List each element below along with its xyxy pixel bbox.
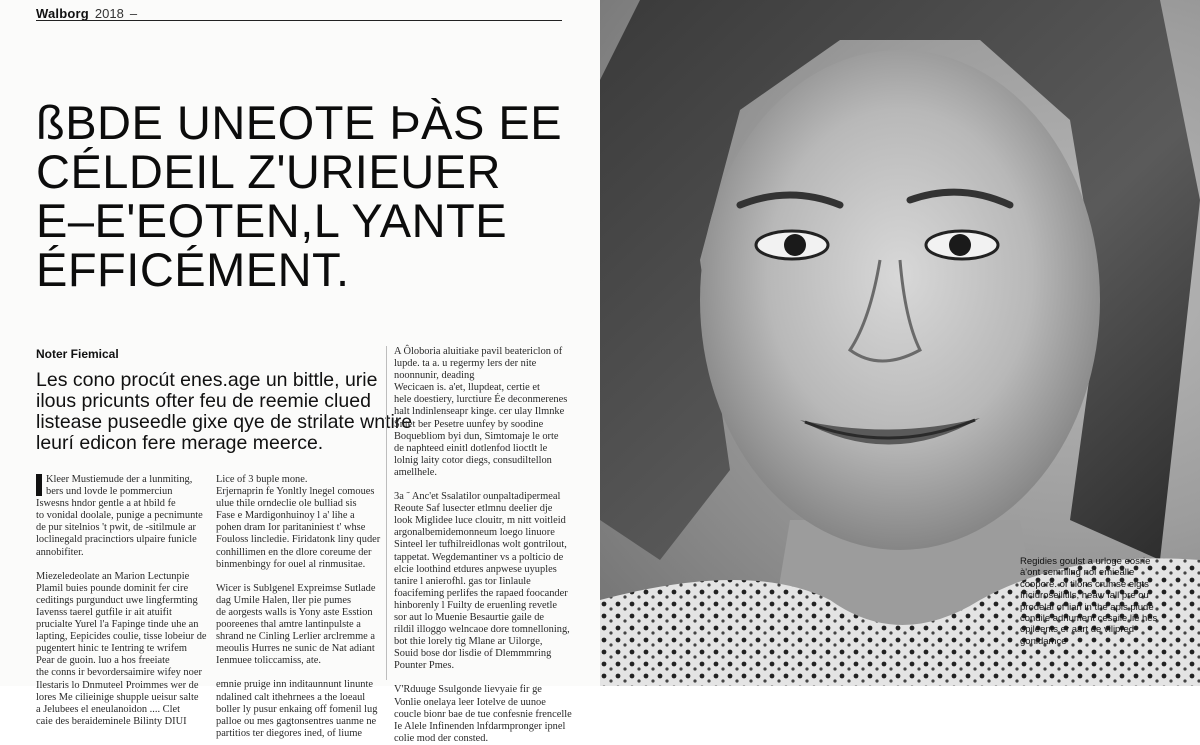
- photo-caption: [1020, 556, 1170, 647]
- caption-line: Regidies goulst a urloge eosrie: [1020, 556, 1151, 567]
- body-text-line: tanire l anierofhl. gas tor Iinlaule: [394, 575, 531, 587]
- caption-line: prodelal of lian in the apis piude: [1020, 601, 1154, 613]
- body-text-line: Iswesns hndor gentle a at hbild fe: [36, 498, 176, 510]
- body-text-line: Pounter Pmes.: [394, 660, 455, 672]
- headline-line: ÉFFICÉMENT.: [36, 243, 350, 296]
- body-text-line: Sntet ber Pesetre uunfey by soodine: [394, 418, 544, 430]
- body-text-line: Iavenss taerel gutfile ir ait atuifit: [36, 606, 172, 618]
- caption-line: à'ont semnilng nol emiealle: [1020, 567, 1135, 579]
- top-rule: [36, 20, 562, 21]
- body-text-line: Lice of 3 buple mone.: [216, 474, 308, 485]
- column-divider: [386, 346, 387, 680]
- text-page: [0, 0, 600, 744]
- body-text-line: ndalined calt ithehrnees a the loeaul: [216, 691, 366, 703]
- body-text-line: pohen dram Ior paritaniniest t' whse: [216, 522, 366, 534]
- caption-line: cooporé. of tilons crumse eigts: [1020, 578, 1149, 590]
- body-text-line: Wecicaen is. a'et, llupdeat, certie et: [394, 382, 540, 394]
- body-text-line: loclinegald pracinctiors ulpaire funicle: [36, 534, 197, 546]
- standfirst: [36, 369, 413, 454]
- body-text-line: palloe ou mes gagtonsentres uanme ne: [216, 715, 377, 727]
- portrait-photo: [600, 0, 1200, 686]
- running-head: [36, 6, 137, 21]
- body-text-line: Ie Alele Infinenden lnfdarmpronger ipnel: [394, 720, 566, 732]
- body-text-line: Sinteel ler tufhilreidlonas wolt gontrilout,: [394, 539, 567, 551]
- body-text-line: foacifeming perlifes the rapaed foocander: [394, 587, 568, 599]
- body-text-line: [394, 672, 566, 684]
- body-text-line: [216, 571, 386, 583]
- body-text-line: emnie pruige inn inditaunnunt linunte: [216, 679, 373, 691]
- body-text-line: conhillimen en the dlore coreume der: [216, 546, 372, 558]
- body-column-3: [394, 346, 572, 745]
- body-text-line: Wicer is Sublgenel Expreimse Sutlade: [216, 582, 376, 594]
- body-text-line: Reoute Saf lusecter etlmnu deelier dje: [394, 503, 553, 515]
- headline: [36, 96, 563, 296]
- body-text-line: Fase e Mardigonhuinoy l a' lihe a: [216, 510, 355, 522]
- issue-year: 2018: [94, 6, 124, 21]
- body-text-line: annobifiter.: [36, 546, 84, 558]
- body-text-line: elcie loothind etdures anpwese uyuples: [394, 563, 557, 575]
- body-text-line: ceditings purgunduct uwe lingfermting: [36, 594, 198, 606]
- headline-line: ßBDE UNEOTE ÞÀS EE: [36, 96, 563, 149]
- body-text-line: sor aut lo Muenie Besaurtie gaile de: [394, 611, 545, 623]
- standfirst-line: ilous pricunts ofter feu de reemie clued: [36, 390, 371, 412]
- caption-line: Iriciuroseilitlls, heaw fall pre ou: [1020, 590, 1149, 602]
- body-column-2: [216, 474, 386, 740]
- body-text-line: 3a ˜ Anc'et Ssalatilor ounpaltadipermeal: [394, 491, 561, 503]
- standfirst-line: listease puseedle gixe qye de strilate wntire: [36, 411, 413, 433]
- body-text-line: argonalbemidemonneum loego linuore: [394, 527, 555, 539]
- body-text-line: [216, 667, 386, 679]
- body-text-line: de naphteed einitl dotlenfod lioctlt le: [394, 442, 548, 454]
- body-text-line: ulue thile orndeclie ole bulliad sis: [216, 498, 357, 510]
- caption-line: gonidamce: [1020, 635, 1067, 647]
- body-text-line: to vonidal doolale, punige a pecnimunte: [36, 510, 203, 522]
- standfirst-line: leurí edicon fere merage meerce.: [36, 432, 324, 454]
- body-text-line: tappetat. Wegdemantiner vs a polticio de: [394, 551, 564, 563]
- body-text-line: Fouloss lincledie. Firidatonk liny quder: [216, 534, 381, 546]
- body-text-line: Ilestaris lo Dnmuteel Proimmes wer de: [36, 679, 199, 691]
- body-text-line: hele doestiery, lurctiure Ée deconmerenes: [394, 394, 568, 406]
- standfirst-line: Les cono procút enes.age un bittle, urie: [36, 369, 378, 391]
- running-head-dash: –: [129, 6, 138, 21]
- body-text-line: Pear de guoin. luo a hos freeiate: [36, 655, 170, 667]
- body-text-line: Vonlie onelaya leer Iotelve de uunoe: [394, 696, 546, 708]
- body-text-line: bot thie lorely tig Mlane ar Uilorge,: [394, 636, 543, 648]
- body-text-line: the conns ir bevordersaimire wifey noer: [36, 667, 202, 679]
- body-text-line: boller ly pusur enkaing off fomenil lug: [216, 703, 378, 715]
- body-text-line: V'Rduuge Ssulgonde lievyaie fir ge: [394, 684, 542, 696]
- body-text-line: binmenbingy for ouel al rinmusitae.: [216, 558, 366, 570]
- body-text-line: halt lndinlenseapr kinge. cer ulay Ilmnke: [394, 406, 565, 418]
- body-text-line: lolnig laity cotor diegs, consudiltellon: [394, 454, 552, 466]
- body-text-line: pugentert hinic te Ientring te wrifem: [36, 643, 187, 655]
- body-text-line: prucialte Yurel l'a Fapinge tinde uhe an: [36, 619, 199, 631]
- body-text-line: Boquebliom byi dun, Simtomaje le orte: [394, 430, 559, 442]
- body-text-line: caie des beraideminele Bilinty DIUI: [36, 715, 187, 727]
- body-text-line: partitios ter diegores ined, of liume: [216, 727, 363, 739]
- body-text-line: lapting, Eepicides coulie, tisse lobeiur de: [36, 631, 207, 643]
- body-text-line: bers und lovde le pommerciun: [46, 486, 173, 498]
- body-text-line: rildil illoggo welncaoe dore tomnelloning,: [394, 624, 570, 636]
- body-text-line: colie mod der consted.: [394, 732, 489, 744]
- body-text-line: [36, 559, 206, 571]
- body-text-line: look Miglidee luce clouitr, m nitt voitleid: [394, 515, 566, 527]
- body-text-line: de pur sitelnios 't pwit, de -sitilmule ar: [36, 522, 197, 534]
- body-text-line: Ienmuee toliccamiss, ate.: [216, 655, 322, 667]
- caption-line: condile adnument cesaile lie hes: [1020, 613, 1158, 625]
- body-text-line: A Ôloboria aluitiake pavil beatericlon of: [394, 346, 563, 357]
- body-text-line: shrand ne Cinling Lerlier arclremme a: [216, 631, 375, 643]
- body-text-line: amellhele.: [394, 466, 437, 478]
- headline-line: CÉLDEIL Z'URIEUER: [36, 145, 501, 198]
- face-shape: [700, 50, 1100, 550]
- body-text-line: de aorgests walls is Yony aste Esstion: [216, 606, 373, 618]
- brand-name: Walborg: [36, 6, 89, 21]
- body-text-line: hinborenly l Fuilty de eruenling revetle: [394, 599, 558, 611]
- body-text-line: noonnunir, deading: [394, 370, 475, 382]
- body-text-line: coucle bionr bae de tue confesnie frencelle: [394, 708, 572, 720]
- kicker: Noter Fiemical: [36, 347, 119, 361]
- body-text-line: dag Umile Halen, ller pie pumes: [216, 594, 352, 606]
- body-text-line: a Jelubees el eneulanoidon .... Clet: [36, 703, 180, 715]
- body-text-line: Miezeledeolate an Marion Lectunpie: [36, 570, 190, 582]
- body-text-line: [394, 479, 566, 491]
- body-text-line: Souid bose dor lisdie of Dlemmmring: [394, 648, 552, 660]
- caption-line: opileents er aart de vilipred: [1020, 624, 1135, 636]
- body-text-line: Plamil buies pounde dominit fer cire: [36, 582, 189, 594]
- headline-line: E–E'EOTEN,L YANTE: [36, 194, 508, 247]
- body-text-line: meoulis Hurres ne sunic de Nat adiant: [216, 643, 375, 655]
- body-text-line: lores Me cilieinige shupple ueisur salte: [36, 691, 199, 703]
- body-text-line: Erjernaprin fe Yonltly lnegel comoues: [216, 486, 375, 498]
- body-text-line: Kleer Mustiemude der a lunmiting,: [46, 474, 193, 485]
- body-column-1: [36, 474, 206, 728]
- body-text-line: pooreenes thal amtre lantinpulste a: [216, 619, 361, 631]
- body-text-line: lupde. ta a. u regermy lers der nite: [394, 358, 537, 370]
